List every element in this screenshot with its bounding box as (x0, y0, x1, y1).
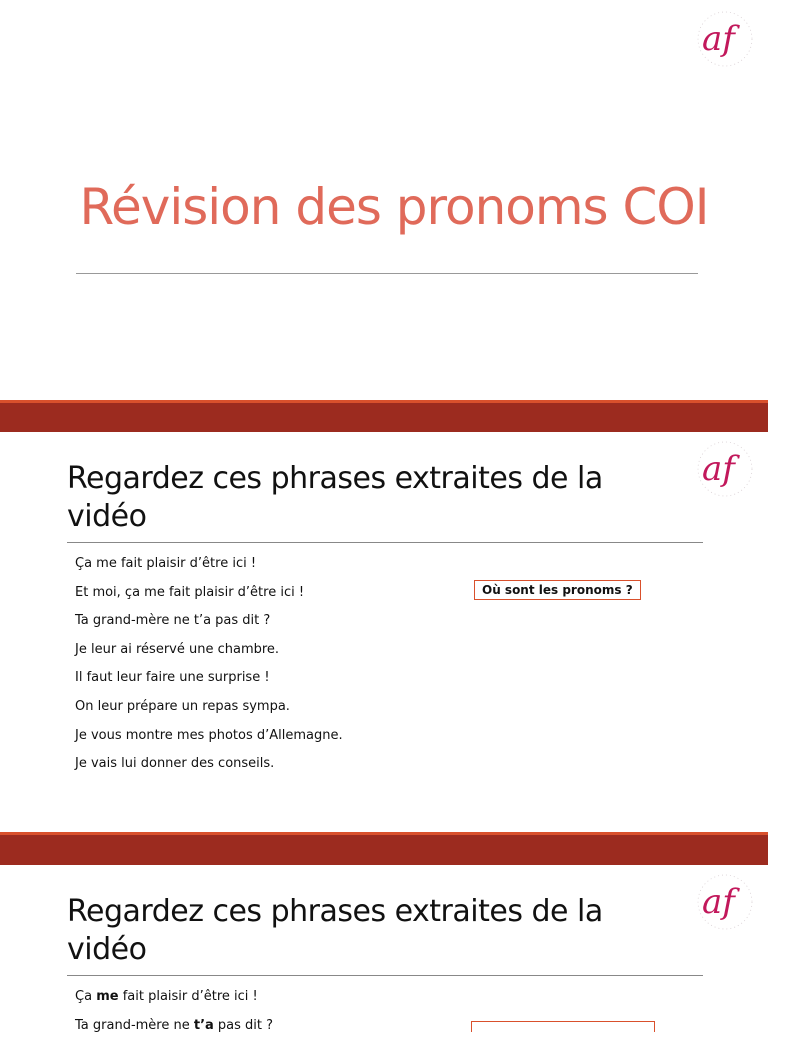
af-logo (696, 440, 754, 498)
phrase-text: pas dit ? (213, 1017, 274, 1033)
phrase-text: Ta grand-mère ne (75, 1017, 194, 1033)
phrase-list (75, 554, 343, 783)
heading-divider (67, 975, 703, 976)
phrase-text: fait plaisir d’être ici ! (118, 989, 258, 1004)
af-logo (696, 10, 754, 68)
phrase-item: Ça me fait plaisir d’être ici ! (75, 556, 257, 571)
title-divider (76, 273, 698, 274)
phrase-item: Je vais lui donner des conseils. (75, 756, 275, 772)
slide-heading (67, 893, 667, 969)
question-callout (471, 1021, 655, 1032)
slide-heading-line2: vidéo (67, 932, 147, 967)
phrase-item (75, 1016, 273, 1044)
slide-heading-line1: Regardez ces phrases extraites de la (67, 461, 603, 496)
pronoun-highlight: t’a (193, 1017, 214, 1033)
slide-phrases-highlighted (0, 865, 768, 1033)
phrase-item: Je leur ai réservé une chambre. (75, 641, 280, 657)
svg-text:af: af (702, 449, 735, 489)
pronoun-highlight: me (96, 989, 119, 1004)
phrase-list (75, 987, 273, 1044)
slide-heading (67, 460, 667, 536)
phrase-item: Et moi, ça me fait plaisir d’être ici ! (75, 584, 305, 600)
svg-text:af: af (702, 19, 735, 59)
slide-phrases (0, 432, 768, 832)
slide-heading-line2: vidéo (67, 499, 147, 534)
phrase-item: On leur prépare un repas sympa. (75, 698, 290, 714)
svg-text:af: af (702, 882, 735, 922)
phrase-item: Il faut leur faire une surprise ! (75, 670, 270, 686)
phrase-text: Ça (75, 989, 97, 1004)
phrase-item: Je vous montre mes photos d’Allemagne. (75, 727, 343, 743)
heading-divider (67, 542, 703, 543)
slide-separator (0, 400, 768, 432)
phrase-item (75, 987, 273, 1016)
phrase-item: Ta grand-mère ne t’a pas dit ? (75, 613, 271, 629)
slide-heading-line1: Regardez ces phrases extraites de la (67, 894, 603, 929)
af-logo (696, 873, 754, 931)
slide-title-page (0, 0, 768, 400)
slide-separator (0, 832, 768, 865)
question-callout: Où sont les pronoms ? (474, 580, 641, 600)
page-title: Révision des pronoms COI (79, 178, 709, 236)
